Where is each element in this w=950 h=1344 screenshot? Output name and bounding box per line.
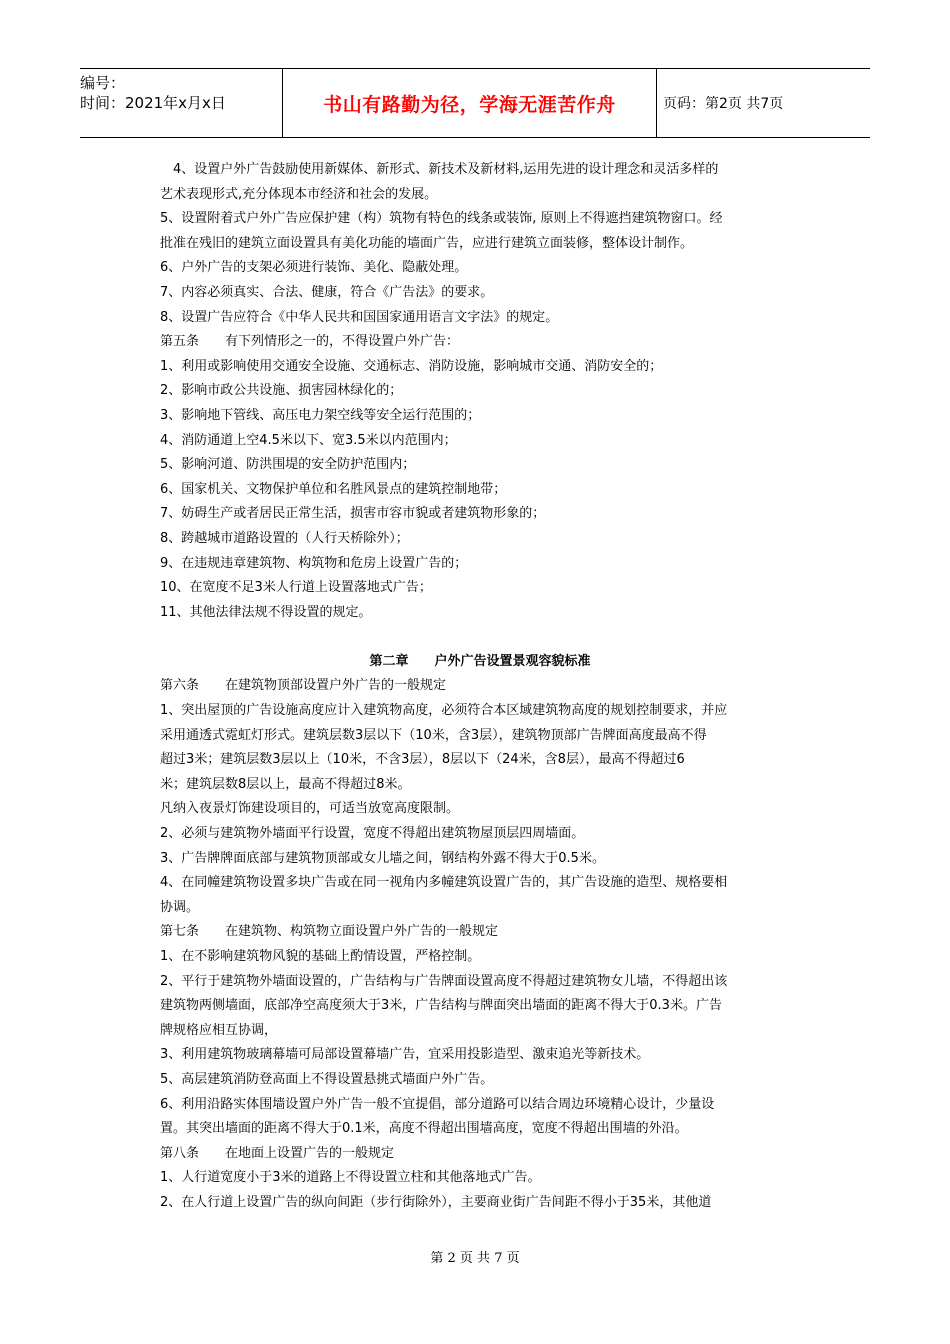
chapter-heading: 第二章 户外广告设置景观容貌标准 [369, 653, 591, 669]
body-line: 批准在残旧的建筑立面设置具有美化功能的墙面广告，应进行建筑立面装修，整体设计制作。 [160, 235, 694, 251]
body-line: 1、利用或影响使用交通安全设施、交通标志、消防设施，影响城市交通、消防安全的； [160, 358, 663, 374]
body-line: 2、必须与建筑物外墙面平行设置，宽度不得超出建筑物屋顶层四周墙面。 [160, 826, 585, 842]
body-line: 1、突出屋顶的广告设施高度应计入建筑物高度，必须符合本区域建筑物高度的规划控制要求，并应 [160, 703, 728, 719]
article-heading: 第七条 在建筑物、构筑物立面设置户外广告的一般规定 [160, 924, 499, 940]
body-line: 采用通透式霓虹灯形式。建筑层数3层以下（10米，含3层），建筑物顶部广告牌面高度最高不得 [160, 727, 707, 743]
body-line: 5、高层建筑消防登高面上不得设置悬挑式墙面户外广告。 [160, 1071, 494, 1087]
body-line: 6、户外广告的支架必须进行装饰、美化、隐蔽处理。 [160, 260, 468, 276]
body-line: 4、消防通道上空4.5米以下、宽3.5米以内范围内； [160, 432, 457, 448]
document-number-label: 编号： [80, 74, 126, 92]
body-line: 7、妨碍生产或者居民正常生活，损害市容市貌或者建筑物形象的； [160, 506, 546, 522]
body-line: 4、设置户外广告鼓励使用新媒体、新形式、新技术及新材料,运用先进的设计理念和灵活多样的 [160, 162, 719, 177]
body-line: 艺术表现形式,充分体现本市经济和社会的发展。 [160, 186, 438, 202]
body-line: 6、国家机关、文物保护单位和名胜风景点的建筑控制地带； [160, 481, 507, 497]
page-header [80, 68, 870, 138]
body-line: 超过3米；建筑层数3层以上（10米，不含3层），8层以下（24米，含8层），最高不得超过6 [160, 752, 685, 768]
header-page-info: 页码：第2页 共7页 [663, 96, 784, 112]
body-line: 建筑物两侧墙面，底部净空高度须大于3米，广告结构与牌面突出墙面的距离不得大于0.3米。广告 [160, 998, 722, 1014]
body-line: 8、跨越城市道路设置的（人行天桥除外）； [160, 530, 409, 546]
body-line: 3、影响地下管线、高压电力架空线等安全运行范围的； [160, 407, 481, 423]
body-line: 11、其他法律法规不得设置的规定。 [160, 604, 372, 620]
document-date: 时间：2021年x月x日 [80, 94, 226, 112]
blank-line [160, 625, 800, 650]
body-line: 5、影响河道、防洪围堤的安全防护范围内； [160, 457, 416, 473]
body-line: 牌规格应相互协调， [160, 1022, 278, 1038]
body-line: 3、广告牌牌面底部与建筑物顶部或女儿墙之间，钢结构外露不得大于0.5米。 [160, 850, 605, 866]
header-motto: 书山有路勤为径，学海无涯苦作舟 [282, 69, 657, 137]
article-heading: 第五条 有下列情形之一的，不得设置户外广告： [160, 334, 460, 350]
body-line: 7、内容必须真实、合法、健康，符合《广告法》的要求。 [160, 284, 494, 300]
header-left-cell [80, 69, 282, 137]
article-heading: 第八条 在地面上设置广告的一般规定 [160, 1145, 395, 1161]
body-line: 2、平行于建筑物外墙面设置的，广告结构与广告牌面设置高度不得超过建筑物女儿墙，不得超出该 [160, 973, 728, 989]
body-line: 置。其突出墙面的距离不得大于0.1米，高度不得超出围墙高度，宽度不得超出围墙的外沿。 [160, 1121, 688, 1137]
body-line: 5、设置附着式户外广告应保护建（构）筑物有特色的线条或装饰, 原则上不得遮挡建筑物窗口。经 [160, 211, 723, 227]
body-line: 3、利用建筑物玻璃幕墙可局部设置幕墙广告，宜采用投影造型、激束追光等新技术。 [160, 1047, 650, 1063]
body-line: 2、在人行道上设置广告的纵向间距（步行街除外），主要商业街广告间距不得小于35米，其他道 [160, 1194, 712, 1210]
document-body [160, 158, 800, 1216]
page-footer: 第 2 页 共 7 页 [430, 1251, 520, 1266]
body-line: 9、在违规违章建筑物、构筑物和危房上设置广告的； [160, 555, 468, 571]
body-line: 10、在宽度不足3米人行道上设置落地式广告； [160, 580, 432, 596]
body-line: 4、在同幢建筑物设置多块广告或在同一视角内多幢建筑设置广告的，其广告设施的造型、规格要相 [160, 875, 728, 891]
body-line: 1、人行道宽度小于3米的道路上不得设置立柱和其他落地式广告。 [160, 1170, 541, 1186]
body-line: 米；建筑层数8层以上，最高不得超过8米。 [160, 776, 411, 792]
body-line: 凡纳入夜景灯饰建设项目的，可适当放宽高度限制。 [160, 801, 460, 817]
article-heading: 第六条 在建筑物顶部设置户外广告的一般规定 [160, 678, 447, 694]
body-line: 6、利用沿路实体围墙设置户外广告一般不宜提倡，部分道路可以结合周边环境精心设计，少量设 [160, 1096, 715, 1112]
body-line: 1、在不影响建筑物风貌的基础上酌情设置，严格控制。 [160, 949, 481, 964]
body-line: 协调。 [160, 899, 200, 915]
body-line: 2、影响市政公共设施、损害园林绿化的； [160, 383, 403, 399]
body-line: 8、设置广告应符合《中华人民共和国国家通用语言文字法》的规定。 [160, 309, 559, 325]
